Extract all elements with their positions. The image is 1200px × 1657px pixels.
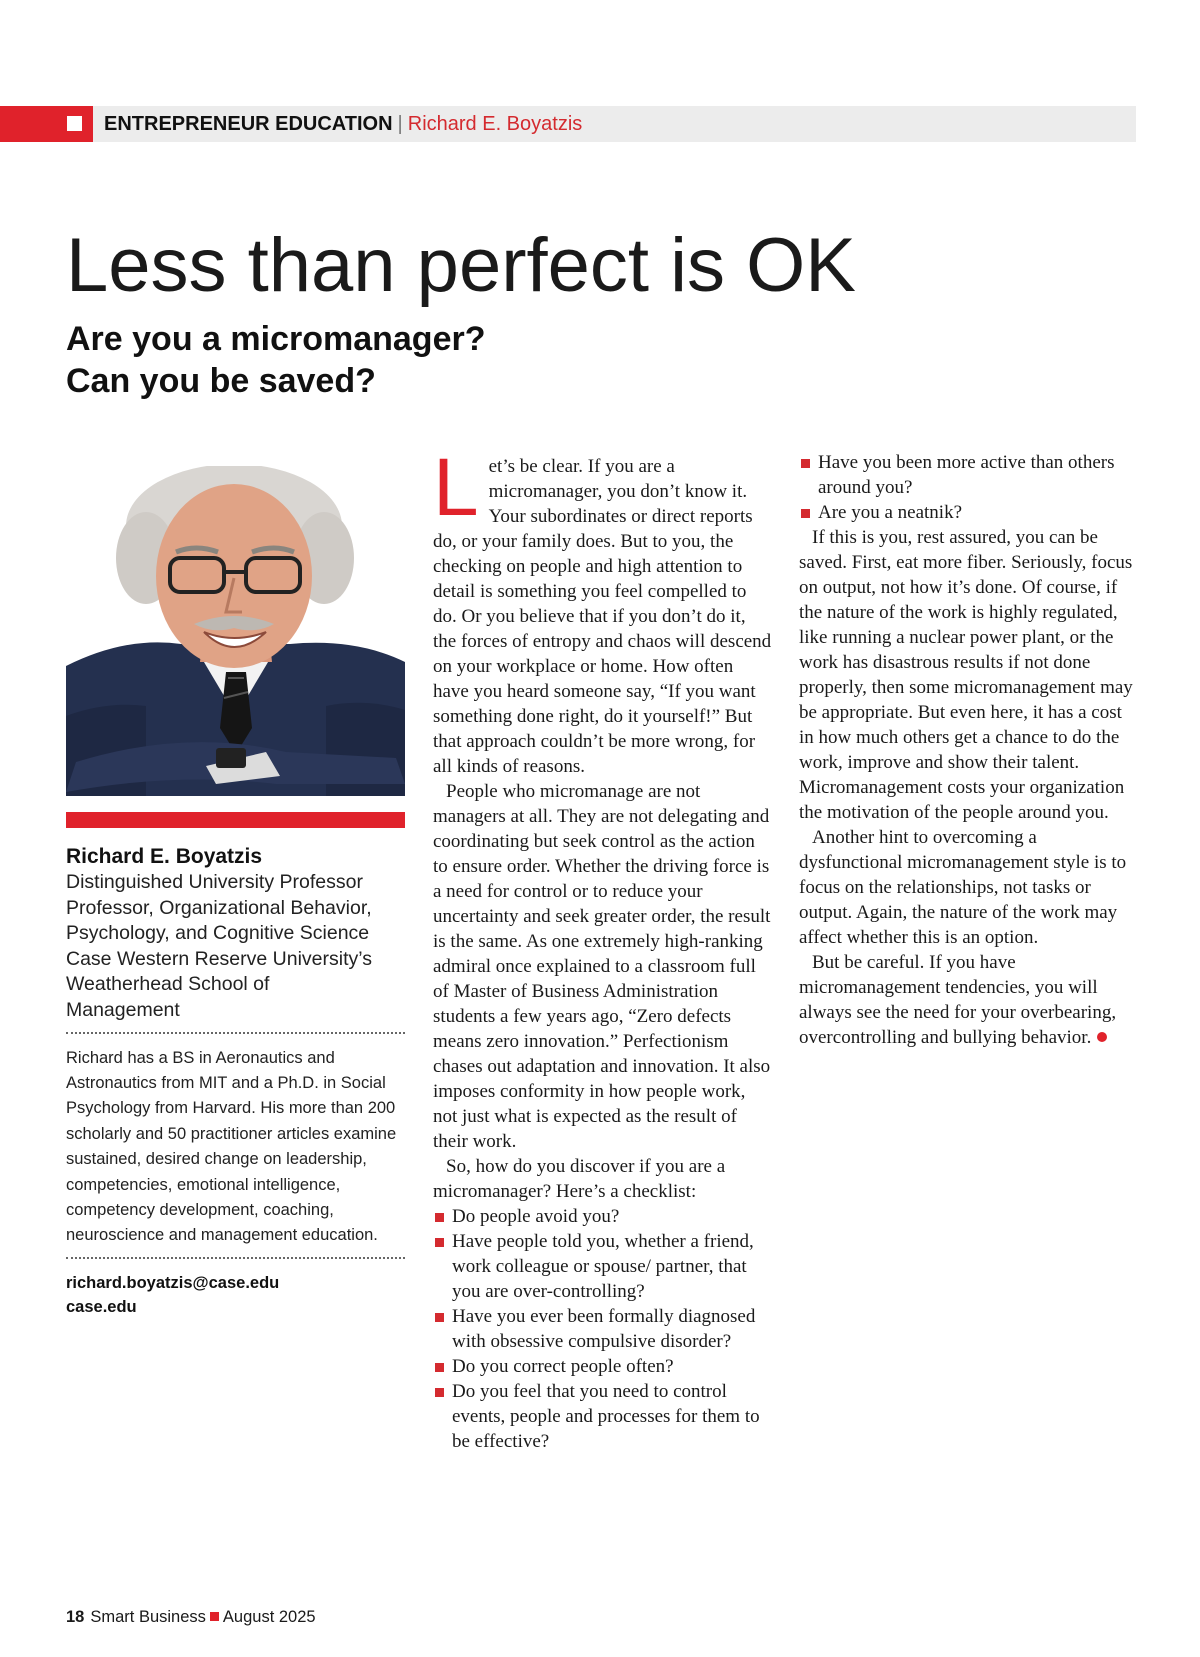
checklist-item: Do people avoid you? bbox=[433, 1204, 773, 1229]
author-portrait-illustration bbox=[66, 466, 405, 796]
body-paragraph-4: If this is you, rest assured, you can be saved. First, eat more fiber. Seriously, focus on output, not how it’s done. Of course, if the nature of the work is highly regulated, like running a nuclear power plant, or the work has disastrous results if not done properly, then some micromanagement may be appropriate. But even here, it has a cost in how much others get a chance to do the work, improve and show their talent. Micromanagement costs your organization the motivation of the people around you. bbox=[799, 527, 1133, 823]
subtitle-line-1: Are you a micromanager? bbox=[66, 320, 486, 358]
bio-role-line: Management bbox=[66, 998, 180, 1021]
checklist-item: Have you been more active than others around you? bbox=[799, 450, 1139, 500]
body-paragraph-6: But be careful. If you have micromanagement tendencies, you will always see the need for your overbearing, overcontrolling and bullying behavior. bbox=[799, 952, 1117, 1048]
bio-name: Richard E. Boyatzis bbox=[66, 845, 263, 868]
article-title: Less than perfect is OK bbox=[66, 223, 856, 308]
body-paragraph-3: So, how do you discover if you are a micromanager? Here’s a checklist: bbox=[433, 1156, 726, 1202]
bio-role-line: Weatherhead School of bbox=[66, 973, 270, 996]
bio-role-line: Professor, Organizational Behavior, bbox=[66, 896, 372, 919]
end-mark-icon bbox=[1097, 1032, 1107, 1042]
issue-date: August 2025 bbox=[222, 1608, 316, 1626]
checklist-item: Have you ever been formally diagnosed with obsessive compulsive disorder? bbox=[433, 1304, 773, 1354]
bio-role-line: Psychology, and Cognitive Science bbox=[66, 922, 370, 945]
checklist-item: Are you a neatnik? bbox=[799, 500, 1139, 525]
checklist-item: Do you feel that you need to control events, people and processes for them to be effective? bbox=[433, 1379, 773, 1454]
drop-cap: L bbox=[433, 442, 479, 533]
publication-name: Smart Business bbox=[90, 1608, 206, 1626]
section-label: ENTREPRENEUR EDUCATION bbox=[104, 113, 393, 135]
page-footer bbox=[66, 1606, 316, 1628]
subtitle-line-2: Can you be saved? bbox=[66, 362, 376, 400]
author-portrait bbox=[66, 466, 405, 796]
article-subtitle bbox=[66, 318, 485, 402]
bio-divider bbox=[66, 1032, 405, 1034]
body-paragraph-2: People who micromanage are not managers at all. They are not delegating and coordinating but seek control as the action to ensure order. Whether the driving force is a need for control or to reduce your uncertainty and seek greater order, the result is the same. As one extremely high-ranking admiral once explained to a classroom full of Master of Business Administration students a few years ago, “Zero defects means zero innovation.” Perfectionism chases out adaptation and innovation. It also imposes conformity in how people work, not just what is expected as the result of their work. bbox=[433, 781, 771, 1152]
section-author: Richard E. Boyatzis bbox=[407, 113, 583, 135]
bio-website-link[interactable]: case.edu bbox=[66, 1297, 137, 1316]
bio-email-link[interactable]: richard.boyatzis@case.edu bbox=[66, 1273, 280, 1292]
body-paragraph-1: Let’s be clear. If you are a micromanager, you don’t know it. Your subordinates or direct reports do, or your family does. But to you, the checking on people and high attention to detail is something you feel compelled to do. Or you believe that if you don’t do it, the forces of entropy and chaos will descend on your workplace or home. How often have you heard someone say, “If you want something done right, do it yourself!” But that approach couldn’t be more wrong, for all kinds of reasons. bbox=[433, 442, 772, 777]
section-separator: | bbox=[397, 113, 403, 135]
portrait-accent-bar bbox=[66, 812, 405, 828]
bio-divider bbox=[66, 1257, 405, 1259]
author-bio bbox=[66, 843, 405, 1319]
article-column-middle bbox=[433, 442, 773, 1454]
page-number: 18 bbox=[66, 1608, 85, 1626]
checklist-item: Have people told you, whether a friend, work colleague or spouse/ partner, that you are over-controlling? bbox=[433, 1229, 773, 1304]
article-column-right bbox=[799, 450, 1139, 1050]
body-paragraph-5: Another hint to overcoming a dysfunctional micromanagement style is to focus on the relationships, not tasks or output. Again, the nature of the work may affect whether this is an option. bbox=[799, 827, 1127, 948]
bio-role-line: Case Western Reserve University’s bbox=[66, 947, 372, 970]
footer-square-icon bbox=[210, 1612, 219, 1621]
section-header bbox=[104, 111, 582, 137]
bio-description: Richard has a BS in Aeronautics and Astronautics from MIT and a Ph.D. in Social Psychology from Harvard. His more than 200 scholarly and 50 practitioner articles examine sustained, desired change on leadership, competencies, emotional intelligence, competency development, coaching, neuroscience and management education. bbox=[66, 1048, 397, 1245]
section-header-square-icon bbox=[67, 116, 82, 131]
checklist-item: Do you correct people often? bbox=[433, 1354, 773, 1379]
bio-role-line: Distinguished University Professor bbox=[66, 871, 363, 893]
